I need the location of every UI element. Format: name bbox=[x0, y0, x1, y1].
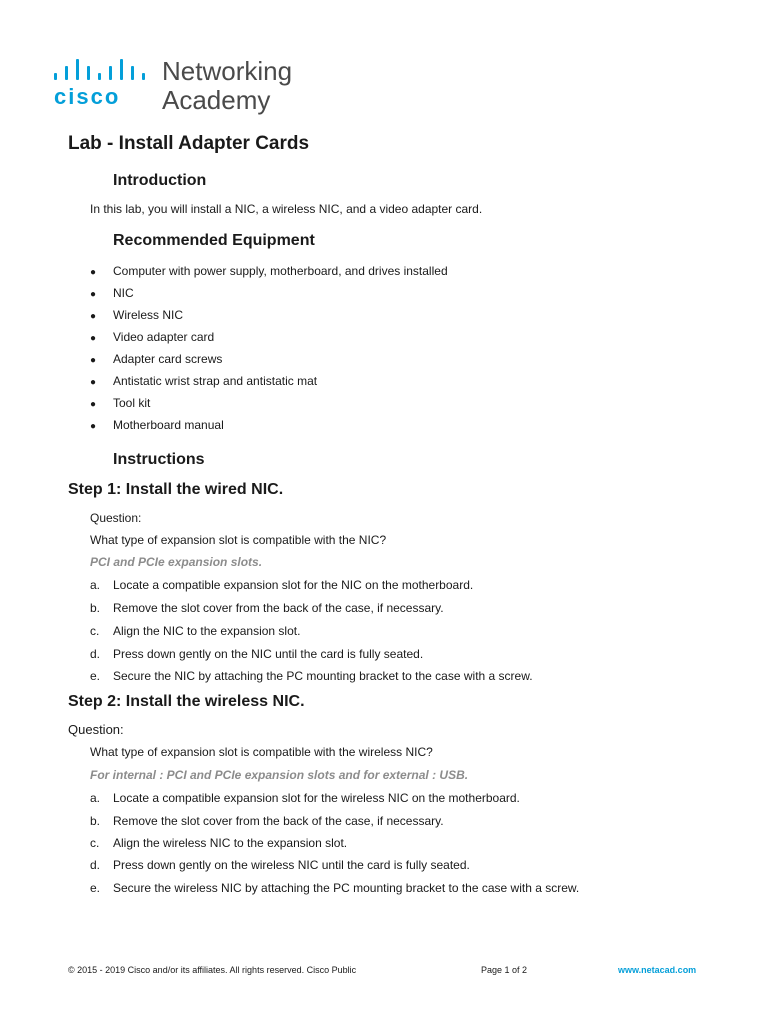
equipment-list-item: ● Antistatic wrist strap and antistatic mat bbox=[90, 374, 318, 388]
bullet-icon: ● bbox=[90, 355, 97, 366]
equipment-list-item: ● Wireless NIC bbox=[90, 308, 184, 322]
step1-list-item: d. Press down gently on the NIC until the card is fully seated. bbox=[90, 647, 424, 661]
step2-question-label: Question: bbox=[68, 722, 124, 737]
step1-question: What type of expansion slot is compatible with the NIC? bbox=[90, 533, 387, 547]
equipment-heading: Recommended Equipment bbox=[113, 232, 315, 249]
step1-heading: Step 1: Install the wired NIC. bbox=[68, 481, 284, 498]
bullet-icon: ● bbox=[90, 267, 97, 278]
page-title: Lab - Install Adapter Cards bbox=[68, 133, 310, 154]
step1-question-label: Question: bbox=[90, 511, 142, 525]
step1-list-item: b. Remove the slot cover from the back of the case, if necessary. bbox=[90, 601, 444, 615]
step2-list-item: e. Secure the wireless NIC by attaching the PC mounting bracket to the case with a screw. bbox=[90, 881, 580, 895]
bullet-icon: ● bbox=[90, 399, 97, 410]
bullet-icon: ● bbox=[90, 377, 97, 388]
footer-netacad-link[interactable]: www.netacad.com bbox=[618, 965, 697, 975]
footer-copyright: © 2015 - 2019 Cisco and/or its affiliates. All rights reserved. Cisco Public bbox=[68, 965, 357, 975]
step2-heading: Step 2: Install the wireless NIC. bbox=[68, 693, 305, 710]
logo-networking-text: Networking bbox=[162, 56, 293, 86]
introduction-heading: Introduction bbox=[113, 172, 207, 189]
bullet-icon: ● bbox=[90, 421, 97, 432]
step1-list-item: c. Align the NIC to the expansion slot. bbox=[90, 624, 301, 638]
bullet-icon: ● bbox=[90, 311, 97, 322]
step2-list-item: c. Align the wireless NIC to the expansion slot. bbox=[90, 836, 348, 850]
bullet-icon: ● bbox=[90, 289, 97, 300]
step1-list-item: a. Locate a compatible expansion slot for the NIC on the motherboard. bbox=[90, 578, 474, 592]
instructions-heading: Instructions bbox=[113, 451, 205, 468]
step2-list-item: b. Remove the slot cover from the back of the case, if necessary. bbox=[90, 814, 444, 828]
equipment-list-item: ● Adapter card screws bbox=[90, 352, 223, 366]
bullet-icon: ● bbox=[90, 333, 97, 344]
step1-list-item: e. Secure the NIC by attaching the PC mounting bracket to the case with a screw. bbox=[90, 669, 533, 683]
cisco-bridge-bars-icon bbox=[54, 58, 150, 80]
logo-academy-text: Academy bbox=[162, 85, 271, 115]
equipment-list-item: ● Video adapter card bbox=[90, 330, 215, 344]
equipment-list-item: ● Computer with power supply, motherboard, and drives installed bbox=[90, 264, 448, 278]
footer-page-number: Page 1 of 2 bbox=[481, 965, 528, 975]
introduction-text: In this lab, you will install a NIC, a wireless NIC, and a video adapter card. bbox=[90, 202, 483, 216]
step2-list-item: d. Press down gently on the wireless NIC until the card is fully seated. bbox=[90, 858, 470, 872]
step2-list-item: a. Locate a compatible expansion slot for the wireless NIC on the motherboard. bbox=[90, 791, 520, 805]
cisco-wordmark: cisco bbox=[54, 84, 121, 109]
equipment-list-item: ● Motherboard manual bbox=[90, 418, 224, 432]
step2-answer: For internal : PCI and PCIe expansion slots and for external : USB. bbox=[90, 768, 469, 782]
cisco-networking-academy-logo bbox=[54, 58, 304, 114]
equipment-list-item: ● Tool kit bbox=[90, 396, 151, 410]
step1-answer: PCI and PCIe expansion slots. bbox=[90, 555, 263, 569]
equipment-list-item: ● NIC bbox=[90, 286, 134, 300]
step2-question: What type of expansion slot is compatible with the wireless NIC? bbox=[90, 745, 433, 759]
